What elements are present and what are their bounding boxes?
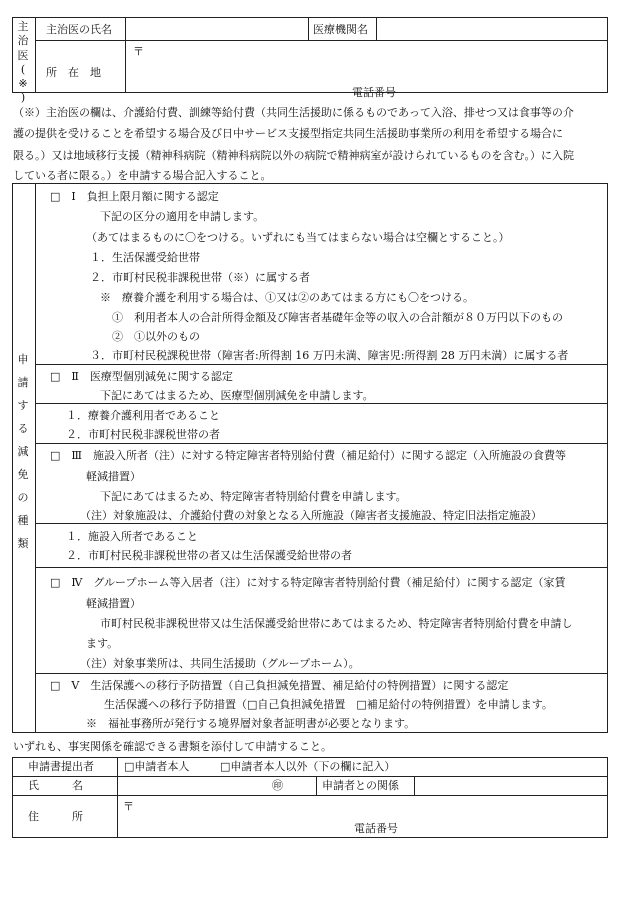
section-3-item: １．施設入所者であること [66, 530, 198, 543]
section-1-subitem[interactable]: ② ①以外のもの [112, 330, 200, 343]
doctor-phone-label: 電話番号 [352, 86, 396, 99]
section-1-subitem[interactable]: ① 利用者本人の合計所得金額及び障害者基礎年金等の収入の合計額が８０万円以下のもの [112, 311, 563, 324]
section-4-line: 市町村民税非課税世帯又は生活保護受給世帯にあてはまるため、特定障害者特別給付費を申請し [100, 617, 573, 630]
section-4-checkbox[interactable]: □ Ⅳ グループホーム等入居者（注）に対する特定障害者特別給付費（補足給付）に関する認定（家賃 [50, 576, 566, 589]
section-4-line: ます。 [86, 637, 119, 650]
section-2-line: 下記にあてはまるため、医療型個別減免を申請します。 [100, 389, 374, 402]
doctor-note-line: している者に限る。）を申請する場合記入すること。 [13, 169, 272, 182]
attachment-note: いずれも、事実関係を確認できる書類を添付して申請すること。 [13, 740, 332, 753]
section-1-line: 下記の区分の適用を申請します。 [100, 210, 265, 223]
section-3-checkbox[interactable]: □ Ⅲ 施設入所者（注）に対する特定障害者特別給付費（補足給付）に関する認定（入所施設の食費等 [50, 449, 566, 462]
section-3-line: 下記にあてはまるため、特定障害者特別給付費を申請します。 [100, 490, 407, 503]
submitter-other-checkbox[interactable]: □申請者本人以外（下の欄に記入） [220, 760, 396, 773]
section-2-checkbox[interactable]: □ Ⅱ 医療型個別減免に関する認定 [50, 370, 233, 383]
section-1-line: （あてはまるものに〇をつける。いずれにも当てはまらない場合は空欄とすること。） [86, 231, 510, 244]
section-1-item[interactable]: １．生活保護受給世帯 [90, 251, 200, 264]
section-1-item[interactable]: ２．市町村民税非課税世帯（※）に属する者 [90, 271, 310, 284]
submitter-phone-label: 電話番号 [354, 822, 398, 835]
doctor-address-field[interactable] [127, 42, 606, 91]
hospital-label: 医療機関名 [313, 23, 368, 36]
submitter-label: 申請書提出者 [28, 760, 94, 773]
section-3-line: （注）対象施設は、介護給付費の対象となる入所施設（障害者支援施設、特定旧法指定施設） [80, 509, 542, 522]
section-5-line: 生活保護への移行予防措置（□自己負担減免措置 □補足給付の特例措置）を申請します。 [104, 698, 553, 711]
doctor-note-line: （※）主治医の欄は、介護給付費、訓練等給付費（共同生活援助に係るものであって入浴、排せつ又は食事等の介 [13, 106, 574, 119]
doctor-name-label: 主治医の氏名 [46, 23, 112, 36]
hospital-field[interactable] [378, 19, 606, 39]
section-5-checkbox[interactable]: □ Ⅴ 生活保護への移行予防措置（自己負担減免措置、補足給付の特例措置）に関する認定 [50, 679, 509, 692]
relation-label: 申請者との関係 [322, 779, 399, 792]
section-2-item: １．療養介護利用者であること [66, 409, 220, 422]
section-5-note: ※ 福祉事務所が発行する境界層対象者証明書が必要となります。 [86, 717, 416, 730]
section-4-line: （注）対象事業所は、共同生活援助（グループホーム）。 [80, 657, 360, 670]
submitter-name-label: 氏 名 [28, 779, 83, 792]
submitter-postal-mark: 〒 [123, 800, 134, 813]
section-2-item: ２．市町村民税非課税世帯の者 [66, 428, 220, 441]
doctor-address-label: 所 在 地 [46, 66, 101, 79]
seal-mark: ㊞ [272, 779, 283, 792]
submitter-address-label: 住 所 [28, 810, 83, 823]
section-3-item: ２．市町村民税非課税世帯の者又は生活保護受給世帯の者 [66, 549, 352, 562]
section-1-note: ※ 療養介護を利用する場合は、①又は②のあてはまる方にも〇をつける。 [100, 291, 474, 304]
doctor-note-line: 護の提供を受けることを希望する場合及び日中サービス支援型指定共同生活援助事業所の利用を希望する場合に [13, 127, 563, 140]
submitter-name-field[interactable] [119, 778, 314, 794]
submitter-self-checkbox[interactable]: □申請者本人 [124, 760, 190, 773]
doctor-postal-mark: 〒 [133, 45, 144, 58]
doctor-name-field[interactable] [127, 19, 306, 39]
doctor-vertical-label: 主 治 医 ( ※ ) [17, 20, 29, 105]
section-3-title-cont: 軽減措置） [86, 470, 141, 483]
reduction-vertical-label: 申 請 す る 減 免 の 種 類 [17, 353, 29, 550]
doctor-note-line: 限る。）又は地域移行支援（精神科病院（精神科病院以外の病院で精神病室が設けられているものを含む。）に入院 [13, 149, 574, 162]
section-4-title-cont: 軽減措置） [86, 597, 141, 610]
relation-field[interactable] [416, 778, 606, 794]
section-1-item[interactable]: ３．市町村民税課税世帯（障害者:所得割 16 万円未満、障害児:所得割 28 万円未満）に属する者 [90, 349, 569, 362]
section-1-checkbox[interactable]: □ Ⅰ 負担上限月額に関する認定 [50, 190, 219, 203]
